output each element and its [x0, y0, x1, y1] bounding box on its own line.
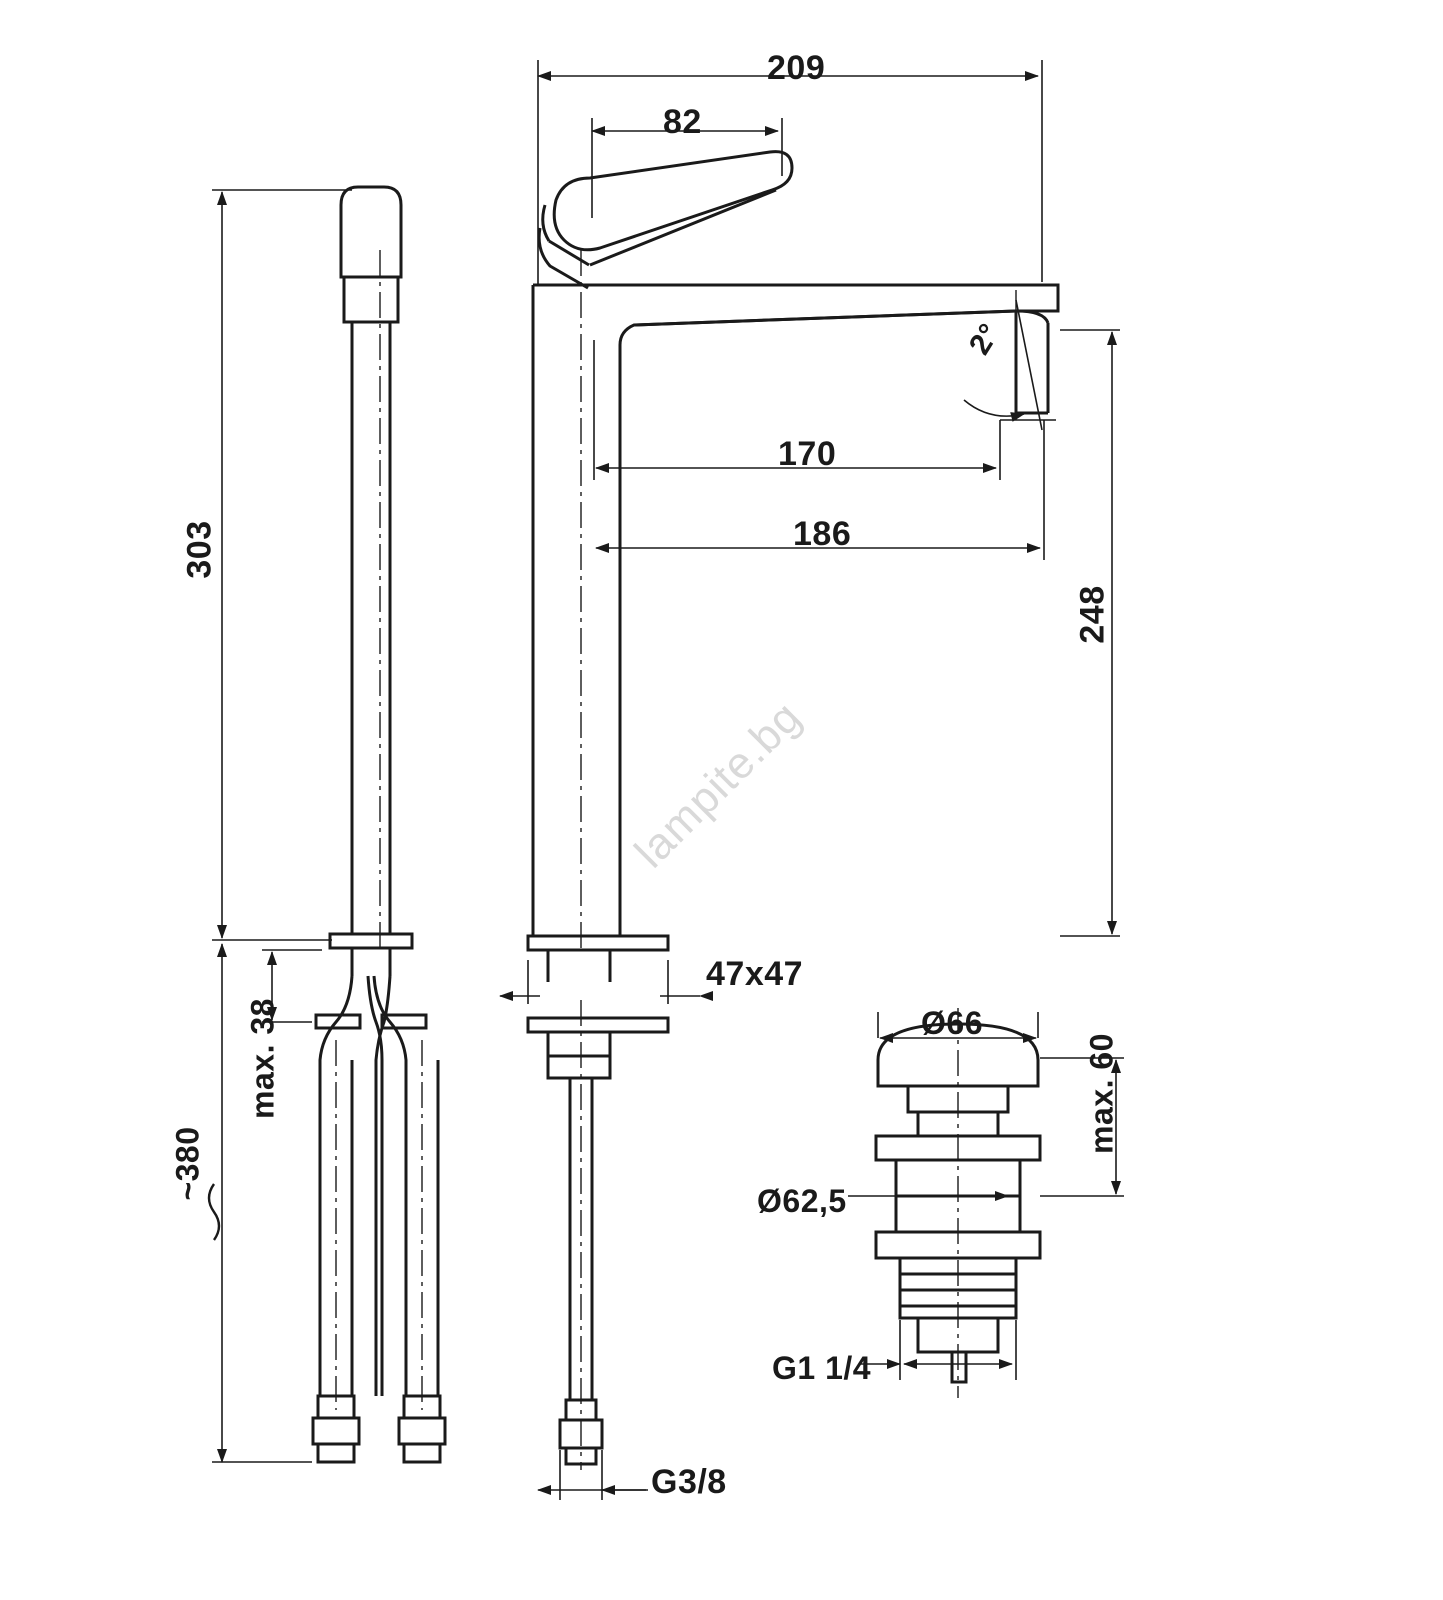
centerlines-left-view: [336, 250, 422, 1410]
dimension-label-170: 170: [778, 435, 837, 473]
dimension-label-303: 303: [180, 520, 219, 579]
dimension-label-angle-2deg: 2°: [963, 317, 1007, 361]
geometry-group: [209, 60, 1124, 1500]
dimension-label-248: 248: [1073, 585, 1112, 644]
dimension-label-82: 82: [663, 103, 702, 141]
dimension-label-max-38: max. 38: [244, 998, 281, 1119]
view-side-hoses: [313, 187, 445, 1462]
dimension-label-approx-380: ~380: [169, 1126, 206, 1201]
dimension-label-G3-8: G3/8: [651, 1463, 727, 1501]
dimension-label-47x47: 47x47: [706, 955, 804, 993]
dimension-label-G1-1-4: G1 1/4: [772, 1350, 872, 1386]
dimension-label-max-60: max. 60: [1083, 1033, 1120, 1154]
dimension-label-diameter-66: Ø66: [921, 1005, 983, 1041]
watermark-text: lampite.bg: [625, 692, 811, 878]
dimension-label-186: 186: [793, 515, 852, 553]
dimension-label-diameter-62-5: Ø62,5: [757, 1183, 847, 1219]
dimension-label-209: 209: [767, 49, 826, 87]
